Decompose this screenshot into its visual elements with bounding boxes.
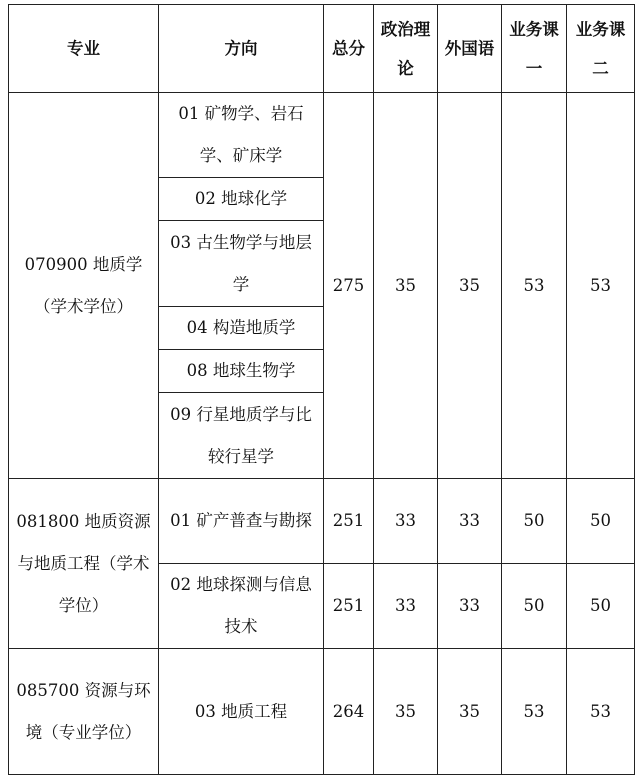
table-row: [9, 479, 635, 564]
table-row: [9, 93, 635, 178]
total-cell: 275: [324, 93, 374, 479]
direction-cell: 08 地球生物学: [159, 350, 324, 393]
major-cell: 070900 地质学（学术学位）: [9, 93, 159, 479]
course1-cell: 50: [502, 479, 567, 564]
score-table: [8, 4, 635, 775]
course1-cell: 53: [502, 649, 567, 775]
foreign-cell: 35: [438, 649, 502, 775]
direction-cell: 02 地球化学: [159, 178, 324, 221]
direction-cell: 03 地质工程: [159, 649, 324, 775]
major-cell: 081800 地质资源与地质工程（学术学位）: [9, 479, 159, 649]
direction-cell: 01 矿产普查与勘探: [159, 479, 324, 564]
header-course1: 业务课一: [502, 5, 567, 93]
major-cell: 085700 资源与环境（专业学位）: [9, 649, 159, 775]
course1-cell: 53: [502, 93, 567, 479]
header-politics: 政治理论: [374, 5, 438, 93]
foreign-cell: 33: [438, 564, 502, 649]
direction-cell: 04 构造地质学: [159, 307, 324, 350]
total-cell: 251: [324, 564, 374, 649]
foreign-cell: 35: [438, 93, 502, 479]
header-course2: 业务课二: [567, 5, 635, 93]
total-cell: 264: [324, 649, 374, 775]
header-direction: 方向: [159, 5, 324, 93]
course2-cell: 53: [567, 93, 635, 479]
total-cell: 251: [324, 479, 374, 564]
direction-cell: 09 行星地质学与比较行星学: [159, 393, 324, 479]
politics-cell: 33: [374, 479, 438, 564]
foreign-cell: 33: [438, 479, 502, 564]
direction-cell: 02 地球探测与信息技术: [159, 564, 324, 649]
direction-cell: 03 古生物学与地层学: [159, 221, 324, 307]
direction-cell: 01 矿物学、岩石学、矿床学: [159, 93, 324, 178]
course2-cell: 50: [567, 564, 635, 649]
header-major: 专业: [9, 5, 159, 93]
header-foreign: 外国语: [438, 5, 502, 93]
header-row: [9, 5, 635, 93]
politics-cell: 35: [374, 93, 438, 479]
politics-cell: 35: [374, 649, 438, 775]
course2-cell: 53: [567, 649, 635, 775]
politics-cell: 33: [374, 564, 438, 649]
course1-cell: 50: [502, 564, 567, 649]
table-row: [9, 649, 635, 775]
header-total: 总分: [324, 5, 374, 93]
course2-cell: 50: [567, 479, 635, 564]
